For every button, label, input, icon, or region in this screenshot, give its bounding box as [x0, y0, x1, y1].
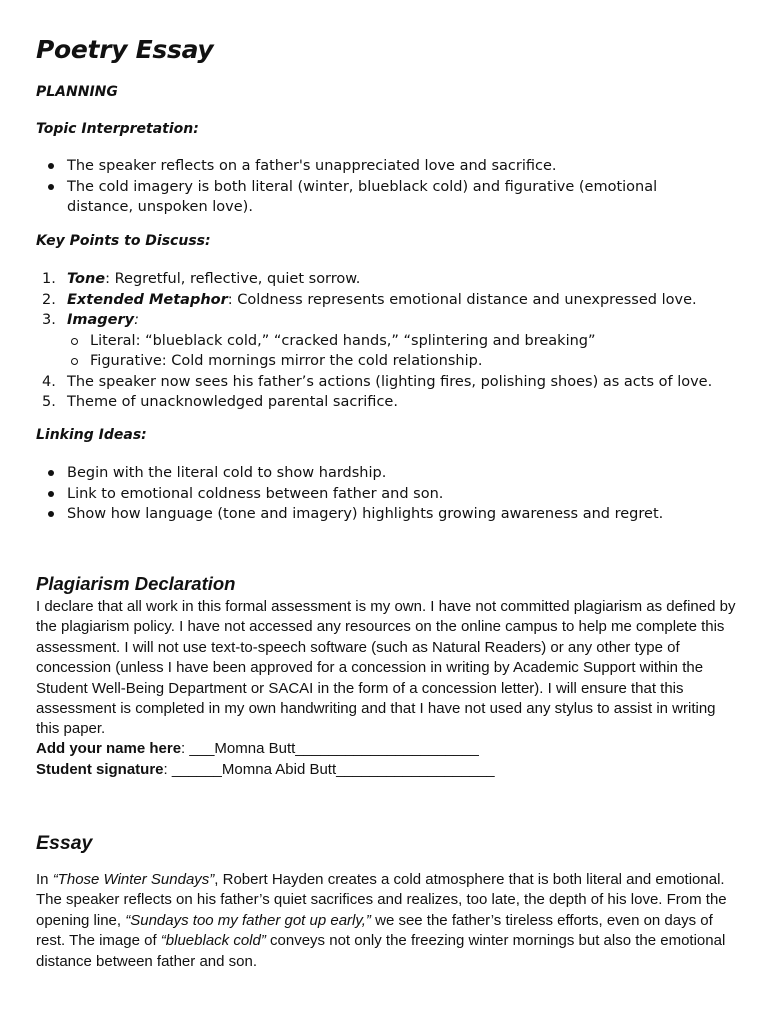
- essay-text: In: [36, 871, 53, 888]
- signature-line: [36, 760, 495, 780]
- item-number: 3.: [42, 312, 56, 328]
- list-item: The speaker reflects on a father's unappreciated love and sacrifice.: [36, 156, 726, 177]
- sub-list-item: Literal: “blueblack cold,” “cracked hands,” “splintering and breaking”: [36, 331, 726, 352]
- list-item: Begin with the literal cold to show hardship.: [36, 463, 726, 484]
- key-points-heading: Key Points to Discuss:: [36, 233, 211, 249]
- item-text: Theme of unacknowledged parental sacrifice.: [67, 394, 398, 410]
- essay-text: conveys not only the freezing winter mornings but also the emotional distance between father and son.: [36, 932, 726, 970]
- key-points-list: [36, 269, 726, 413]
- item-number: 2.: [42, 291, 56, 308]
- list-item: [36, 290, 726, 311]
- item-text: : Coldness represents emotional distance and unexpressed love.: [227, 291, 697, 308]
- list-item: Show how language (tone and imagery) highlights growing awareness and regret.: [36, 504, 726, 525]
- poem-title: “Those Winter Sundays”: [52, 871, 215, 888]
- item-label-suffix: :: [134, 312, 139, 328]
- item-number: 5.: [42, 394, 56, 410]
- linking-bullets: [36, 463, 726, 525]
- sub-list-item: Figurative: Cold mornings mirror the cold relationship.: [36, 351, 726, 372]
- name-line: [36, 739, 479, 759]
- item-text: The speaker now sees his father’s actions (lighting fires, polishing shoes) as acts of love.: [67, 373, 713, 390]
- list-item: [36, 392, 726, 413]
- item-label: Tone: [67, 271, 106, 287]
- list-item: [36, 269, 726, 290]
- signature-value[interactable]: : ______Momna Abid Butt___________________: [163, 761, 495, 778]
- essay-text: we see the father’s tireless efforts, even on days of rest. The image of: [36, 911, 713, 950]
- name-label: Add your name here: [36, 740, 182, 757]
- topic-heading: Topic Interpretation:: [36, 121, 199, 137]
- list-item: The cold imagery is both literal (winter, blueblack cold) and figurative (emotional distance, unspoken love).: [36, 177, 726, 218]
- signature-label: Student signature: [36, 761, 164, 778]
- planning-heading: PLANNING: [36, 84, 118, 100]
- topic-bullets: [36, 156, 726, 218]
- plagiarism-heading: Plagiarism Declaration: [36, 573, 236, 594]
- item-text: : Regretful, reflective, quiet sorrow.: [105, 271, 361, 287]
- item-number: 1.: [42, 271, 56, 287]
- page-title: Poetry Essay: [36, 35, 214, 64]
- quote: “Sundays too my father got up early,”: [125, 911, 371, 929]
- item-label: Imagery: [67, 312, 135, 328]
- quote: “blueblack cold”: [160, 932, 266, 950]
- essay-text: , Robert Hayden creates a cold atmosphere that is both literal and emotional. The speaker reflects on his father’s quiet sacrifices and realizes, too late, the depth of his love. From the opening line,: [36, 871, 727, 929]
- item-label: Extended Metaphor: [67, 291, 228, 308]
- essay-paragraph: [36, 870, 736, 972]
- essay-heading: Essay: [36, 832, 93, 854]
- name-value[interactable]: : ___Momna Butt______________________: [181, 740, 479, 757]
- linking-heading: Linking Ideas:: [36, 427, 147, 443]
- list-item: [36, 372, 726, 393]
- list-item: Link to emotional coldness between father and son.: [36, 484, 726, 505]
- list-item: [36, 310, 726, 331]
- plagiarism-body: I declare that all work in this formal assessment is my own. I have not committed plagiarism as defined by the plagiarism policy. I have not accessed any resources on the online campus to help me complete this assessment. I will not use text-to-speech software (such as Natural Readers) or any other type of concession (unless I have been approved for a concession in writing by Academic Support within the Student Well-Being Department or SACAI in the form of a concession letter). I will ensure that this assessment is completed in my own handwriting and that I have not used any stylus to assist in writing this paper.: [36, 598, 736, 738]
- item-number: 4.: [42, 373, 56, 390]
